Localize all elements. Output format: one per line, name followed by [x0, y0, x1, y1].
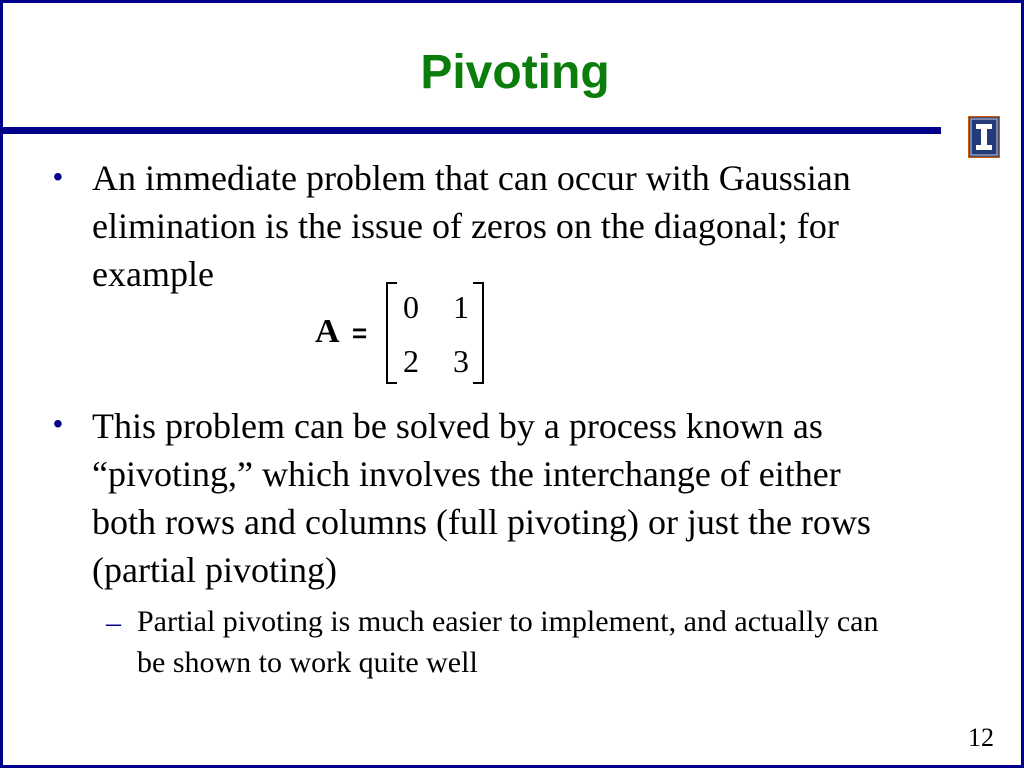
bullet-1-line-2: elimination is the issue of zeros on the diagonal; for	[92, 206, 839, 246]
bullet-1-line-1: An immediate problem that can occur with Gaussian	[92, 158, 851, 198]
matrix-cell: 1	[453, 289, 469, 325]
bullet-marker: •	[53, 161, 63, 192]
page-number: 12	[968, 723, 994, 752]
bullet-1-line-3: example	[92, 254, 214, 294]
slide-title: Pivoting	[420, 46, 610, 99]
matrix-cell: 2	[403, 343, 419, 379]
bullet-2-line-4: (partial pivoting)	[92, 550, 337, 590]
title-divider	[3, 127, 941, 134]
bullet-marker: •	[53, 408, 63, 439]
bullet-2-line-1: This problem can be solved by a process known as	[92, 406, 823, 446]
sub-bullet-line-2: be shown to work quite well	[137, 646, 478, 679]
matrix-cell: 0	[403, 289, 419, 325]
equals-sign: =	[352, 318, 368, 348]
bullet-2-line-2: “pivoting,” which involves the interchange of either	[92, 454, 841, 494]
university-block-i-icon	[968, 116, 1000, 158]
bullet-2-line-3: both rows and columns (full pivoting) or just the rows	[92, 502, 871, 542]
sub-bullet-line-1: Partial pivoting is much easier to implement, and actually can	[137, 605, 879, 638]
matrix-cell: 3	[453, 343, 469, 379]
sub-bullet-marker: –	[106, 606, 121, 639]
matrix-label: A	[315, 313, 340, 350]
